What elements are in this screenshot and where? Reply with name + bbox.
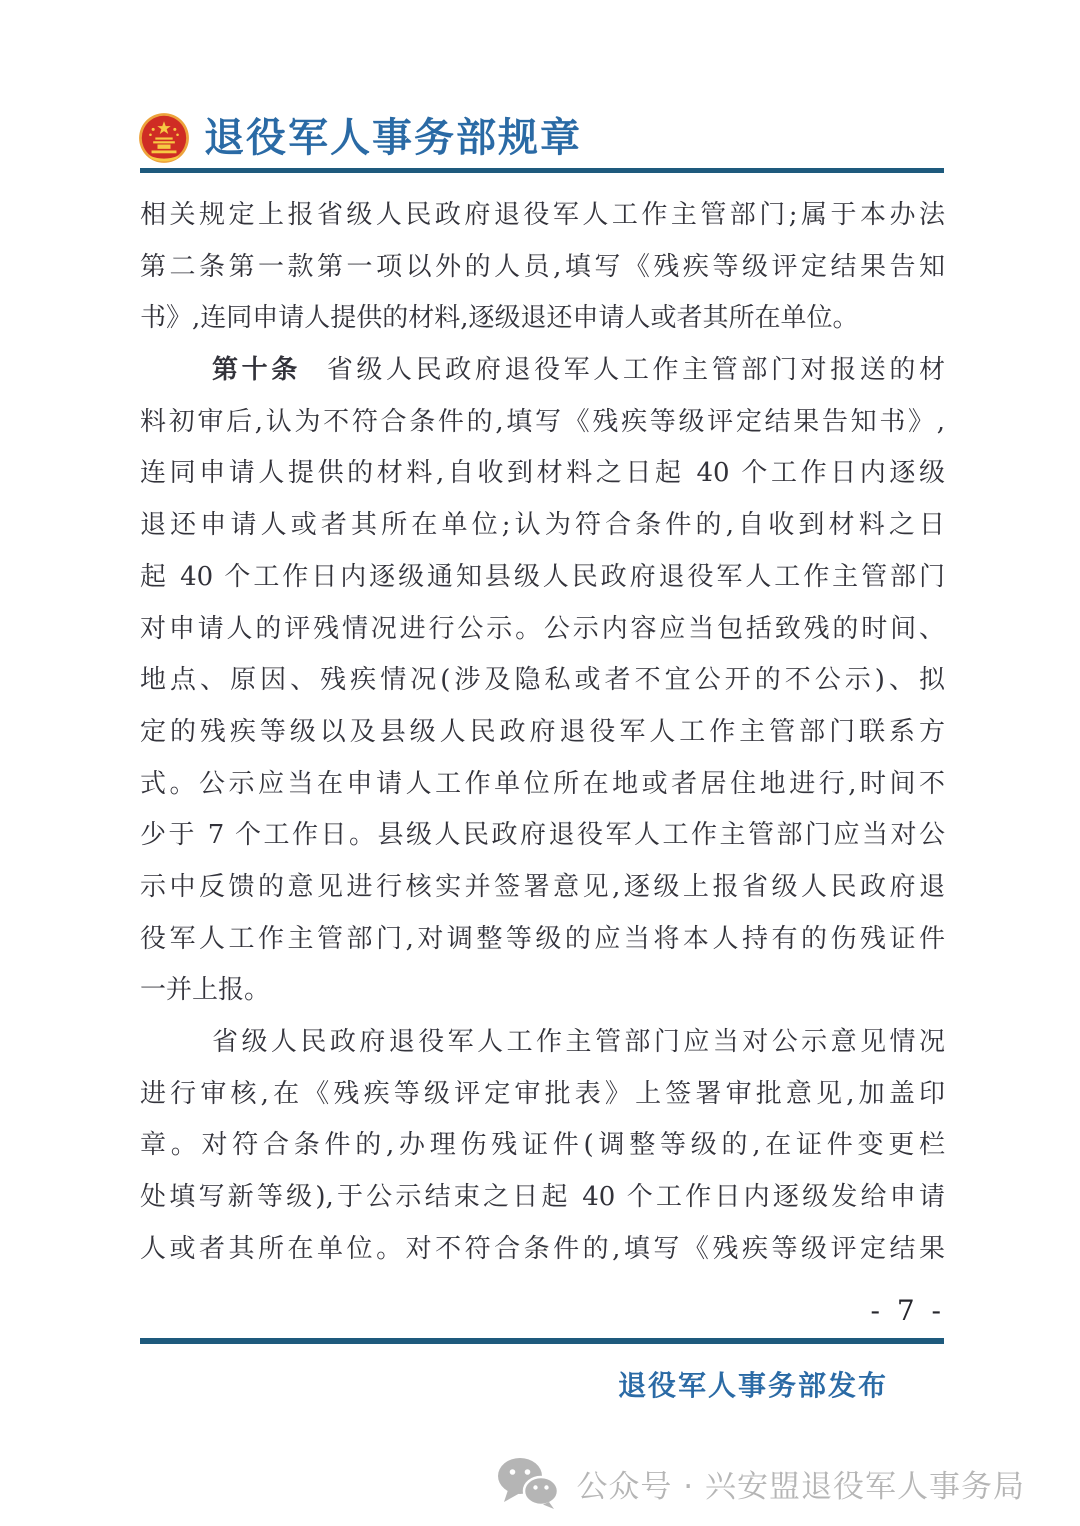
text-line: 章。对符合条件的,办理伤残证件(调整等级的,在证件变更栏: [140, 1130, 945, 1161]
text-line: 役军人工作主管部门,对调整等级的应当将本人持有的伤残证件: [140, 923, 945, 954]
text-line-article-10: 第十条 省级人民政府退役军人工作主管部门对报送的材: [212, 355, 945, 386]
text-line: 相关规定上报省级人民政府退役军人工作主管部门;属于本办法: [140, 200, 945, 230]
text-line: 一并上报。: [140, 975, 271, 1006]
text-line: 定的残疾等级以及县级人民政府退役军人工作主管部门联系方: [140, 716, 945, 747]
text-line: 连同申请人提供的材料,自收到材料之日起 40 个工作日内逐级: [140, 458, 945, 489]
text-line: 书》,连同申请人提供的材料,逐级退还申请人或者其所在单位。: [140, 303, 859, 334]
wechat-icon: [496, 1456, 560, 1510]
text-line: 地点、原因、残疾情况(涉及隐私或者不宜公开的不公示)、拟: [140, 665, 945, 696]
text-line: 起 40 个工作日内逐级通知县级人民政府退役军人工作主管部门: [140, 561, 945, 592]
text-line: 省级人民政府退役军人工作主管部门应当对公示意见情况: [212, 1027, 945, 1057]
watermark: [496, 1456, 1025, 1510]
article-number: 第十条: [212, 355, 301, 386]
document-body: [140, 190, 945, 1275]
text-line: 第二条第一款第一项以外的人员,填写《残疾等级评定结果告知: [140, 251, 945, 282]
header-divider: [140, 168, 944, 173]
text-line: 处填写新等级),于公示结束之日起 40 个工作日内逐级发给申请: [140, 1182, 945, 1213]
publisher-label: 退役军人事务部发布: [617, 1369, 888, 1402]
text-line: 少于 7 个工作日。县级人民政府退役军人工作主管部门应当对公: [140, 820, 945, 851]
text-line: 人或者其所在单位。对不符合条件的,填写《残疾等级评定结果: [140, 1233, 945, 1264]
text-line: 退还申请人或者其所在单位;认为符合条件的,自收到材料之日: [140, 510, 945, 541]
watermark-text: 公众号 · 兴安盟退役军人事务局: [576, 1468, 1025, 1505]
text-line: 料初审后,认为不符合条件的,填写《残疾等级评定结果告知书》,: [140, 406, 945, 437]
page-title: 退役军人事务部规章: [204, 114, 582, 161]
footer-divider: [140, 1338, 944, 1344]
page-number: - 7 -: [870, 1294, 945, 1327]
text-line: 式。公示应当在申请人工作单位所在地或者居住地进行,时间不: [140, 768, 945, 799]
national-emblem-icon: [138, 112, 190, 164]
text-line: 示中反馈的意见进行核实并签署意见,逐级上报省级人民政府退: [140, 871, 945, 902]
page-header: [138, 112, 582, 164]
text-line: 进行审核,在《残疾等级评定审批表》上签署审批意见,加盖印: [140, 1078, 945, 1109]
text-line: 对申请人的评残情况进行公示。公示内容应当包括致残的时间、: [140, 613, 945, 644]
